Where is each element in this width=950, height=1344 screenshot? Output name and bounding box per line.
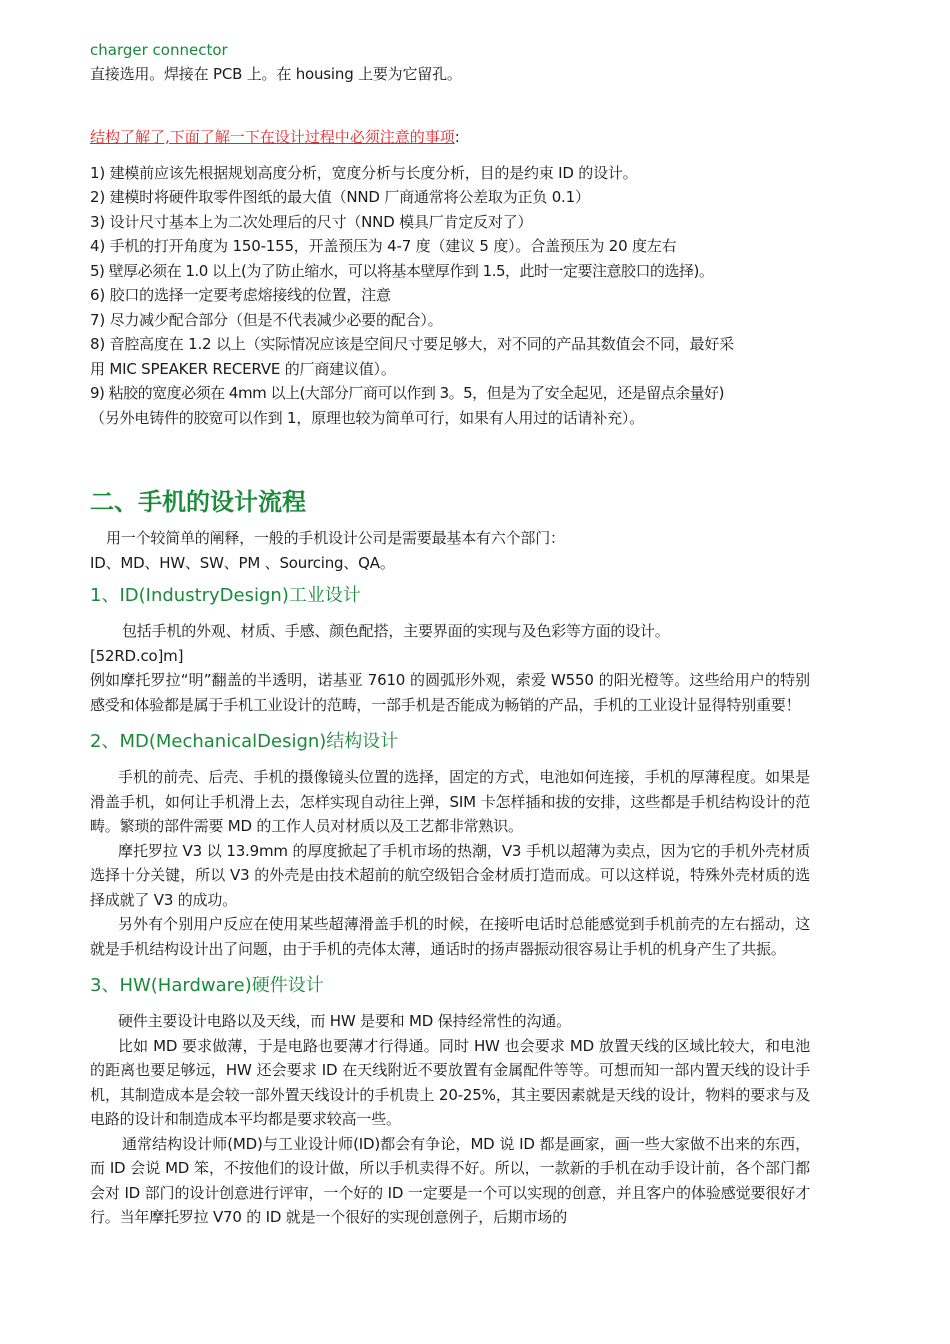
md-paragraph: 手机的前壳、后壳、手机的摄像镜头位置的选择，固定的方式，电池如何连接，手机的厚薄程度。如果是滑盖手机，如何让手机滑上去，怎样实现自动往上弹，SIM 卡怎样插和拔的安排，这些都是手机结构设计的范畴。繁琐的部件需要 MD 的工作人员对材质以及工艺都非常熟识。 <box>90 768 810 835</box>
section-intro-line: 用一个较简单的阐释，一般的手机设计公司是需要最基本有六个部门： <box>106 529 565 547</box>
rule-item: 8) 音腔高度在 1.2 以上（实际情况应该是空间尺寸要足够大，对不同的产品其数值会不同，最好采 <box>90 335 734 353</box>
rule-item: 4) 手机的打开角度为 150-155，开盖预压为 4-7 度（建议 5 度）。合盖预压为 20 度左右 <box>90 237 677 255</box>
subheading-md: 2、MD(MechanicalDesign)结构设计 <box>90 731 399 752</box>
subheading-hw: 3、HW(Hardware)硬件设计 <box>90 975 324 996</box>
md-paragraph: 另外有个别用户反应在使用某些超薄滑盖手机的时候，在接听电话时总能感觉到手机前壳的左右摇动，这就是手机结构设计出了问题，由于手机的壳体太薄，通话时的扬声器振动很容易让手机的机身产生了共振。 <box>90 915 810 958</box>
rule-item: 3) 设计尺寸基本上为二次处理后的尺寸（NND 模具厂肯定反对了） <box>90 212 533 231</box>
charger-connector-label: charger connector <box>90 41 228 59</box>
rules-list <box>90 161 810 431</box>
rule-item: 2) 建模时将硬件取零件图纸的最大值（NND 厂商通常将公差取为正负 0.1） <box>90 188 590 206</box>
notice-colon: : <box>454 127 460 146</box>
hw-paragraph: 比如 MD 要求做薄，于是电路也要薄才行得通。同时 HW 也会要求 MD 放置天线的区域比较大，和电池的距离也要足够远，HW 还会要求 ID 在天线附近不要放置有金属配件等等。可想而知一部内置天线的设计手机，其制造成本是会较一部外置天线设计的手机贵上 20-25%，其主要因素就是天线的设计，物料的要求与及电路的设计和制造成本平均都是要求较高一些。 <box>90 1036 810 1128</box>
md-paragraph: 摩托罗拉 V3 以 13.9mm 的厚度掀起了手机市场的热潮，V3 手机以超薄为卖点，因为它的手机外壳材质选择十分关键，所以 V3 的外壳是由技术超前的航空级铝合金材质打造而成。可以这样说，特殊外壳材质的选择成就了 V3 的成功。 <box>90 841 810 909</box>
hw-paragraph: 硬件主要设计电路以及天线，而 HW 是要和 MD 保持经常性的沟通。 <box>118 1012 571 1030</box>
rule-item: （另外电铸件的胶宽可以作到 1，原理也较为简单可行，如果有人用过的话请补充）。 <box>90 408 645 427</box>
hw-paragraph: 通常结构设计师(MD)与工业设计师(ID)都会有争论，MD 说 ID 都是画家，画一些大家做不出来的东西，而 ID 会说 MD 笨，不按他们的设计做，所以手机卖得不好。所以，一款新的手机在动手设计前，各个部门都会对 ID 部门的设计创意进行评审，一个好的 ID 一定要是一个可以实现的创意，并且客户的体验感觉要很好才行。当年摩托罗拉 V70 的 ID 就是一个很好的实现创意例子，后期市场的 <box>90 1134 810 1226</box>
rule-item: 7) 尽力减少配合部分（但是不代表减少必要的配合）。 <box>90 310 443 329</box>
document-page <box>90 38 810 1230</box>
rule-item: 5) 壁厚必须在 1.0 以上(为了防止缩水，可以将基本壁厚作到 1.5，此时一定要注意胶口的选择)。 <box>90 261 714 280</box>
id-intro-line: 包括手机的外观、材质、手感、颜色配搭，主要界面的实现与及色彩等方面的设计。 <box>122 622 670 640</box>
id-source-tag: [52RD.co]m] <box>90 646 184 665</box>
rule-item: 用 MIC SPEAKER RECERVE 的厂商建议值）。 <box>90 359 396 378</box>
rule-item: 6) 胶口的选择一定要考虑熔接线的位置，注意 <box>90 286 391 304</box>
notice-line <box>90 125 810 149</box>
subheading-id: 1、ID(IndustryDesign)工业设计 <box>90 585 361 606</box>
rule-item: 1) 建模前应该先根据规划高度分析，宽度分析与长度分析，目的是约束 ID 的设计。 <box>90 163 638 182</box>
id-paragraph: 例如摩托罗拉“明”翻盖的半透明，诺基亚 7610 的圆弧形外观，索爱 W550 的阳光橙等。这些给用户的特别感受和体验都是属于手机工业设计的范畴，一部手机是否能成为畅销的产品，手机的工业设计显得特别重要！ <box>90 671 810 714</box>
section-heading-design-process: 二、手机的设计流程 <box>90 488 306 516</box>
charger-connector-text: 直接选用。焊接在 PCB 上。在 housing 上要为它留孔。 <box>90 65 462 83</box>
notice-heading: 结构了解了,下面了解一下在设计过程中必须注意的事项 <box>90 127 455 146</box>
section-intro-departments: ID、MD、HW、SW、PM 、Sourcing、QA。 <box>90 553 395 572</box>
rule-item: 9) 粘胶的宽度必须在 4mm 以上(大部分厂商可以作到 3。5，但是为了安全起见，还是留点余量好) <box>90 384 725 402</box>
